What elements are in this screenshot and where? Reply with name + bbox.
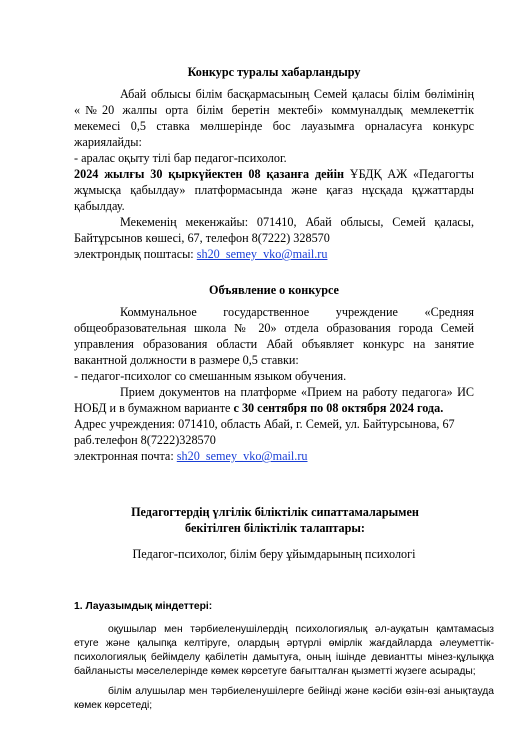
kz-paragraph-2: - аралас оқыту тілі бар педагог-психолог. (74, 151, 287, 165)
kz-title: Конкурс туралы хабарландыру (187, 65, 361, 79)
req-duty-1-text: оқушылар мен тәрбиеленушілердің психологиялық әл-ауқатын қамтамасыз етуге және қалыпқа келтіруге, олардың әртүрлі өмірлік жағдайларда әлеуметтік-психологиялық бейімделу қабілетін дамытуға, оның ішінде девиантты мінез-құлыққа байланысты мәселелерінде көмек көрсетуге бағытталған қызметті жүзеге асырады; (74, 624, 494, 677)
kz-deadline-rest: ҰБДҚ АЖ «Педагогты жұмысқа қабылдау» платформасында және қағаз нұсқада құжаттарды қабылдау. (74, 167, 474, 213)
ru-email-line (74, 448, 474, 464)
ru-docs (74, 384, 474, 416)
kz-email-link[interactable]: sh20_semey_vko@mail.ru (196, 247, 328, 261)
kz-email-label: электрондық поштасы: (74, 247, 197, 261)
ru-email-link[interactable]: sh20_semey_vko@mail.ru (176, 449, 308, 463)
ru-announcement (74, 304, 474, 464)
ru-docs-rest: Прием документов на платформе «Прием на работу педагога» ИС НОБД и в бумажном варианте (74, 385, 474, 415)
kz-email-line (74, 246, 474, 262)
req-duty-2-text: білім алушылар мен тәрбиеленушілерге бейінді және кәсіби өзін-өзі анықтауда көмек көрсетеді; (74, 686, 494, 711)
ru-email-label: электронная почта: (74, 449, 177, 463)
kz-paragraph-1: Абай облысы білім басқармасының Семей қаласы білім бөлімінің «№20 жалпы орта білім беретін мектебі» коммуналдық мемлекеттік мекемесі 0,5 ставка мөлшерінде бос лауазымға орналасуға конкурс жариялайды: (74, 87, 474, 149)
ru-paragraph-2: - педагог-психолог со смешанным языком обучения. (74, 369, 347, 383)
ru-docs-bold: с 30 сентября по 08 октября 2024 года. (233, 401, 444, 415)
kz-announcement (74, 86, 474, 262)
req-duty-1 (74, 623, 494, 679)
req-subtitle: Педагог-психолог, білім беру ұйымдарының психологі (132, 547, 416, 561)
req-title: Педагогтердің үлгілік біліктілік сипаттамаларымен бекітілген біліктілік талаптары: (131, 505, 419, 535)
req-duty-2 (74, 685, 494, 713)
ru-phone: раб.телефон 8(7222)328570 (74, 433, 216, 447)
ru-title: Объявление о конкурсе (209, 283, 339, 297)
ru-paragraph-1: Коммунальное государственное учреждение «Средняя общеобразовательная школа № 20» отдела образования города Семей управления образования области Абай объявляет конкурс на занятие вакантной должности в размере 0,5 ставки: (74, 305, 474, 367)
kz-deadline-bold: 2024 жылғы 30 қыркүйектен 08 қазанға дейін (74, 167, 344, 181)
kz-deadline (74, 166, 474, 214)
ru-address: Адрес учреждения: 071410, область Абай, г. Семей, ул. Байтурсынова, 67 (74, 417, 455, 431)
kz-address: Мекеменің мекенжайы: 071410, Абай облысы, Семей қаласы, Байтұрсынов көшесі, 67, телефон 8(7222) 328570 (74, 215, 474, 245)
req-section-1: 1. Лауазымдық міндеттері: (74, 601, 213, 612)
